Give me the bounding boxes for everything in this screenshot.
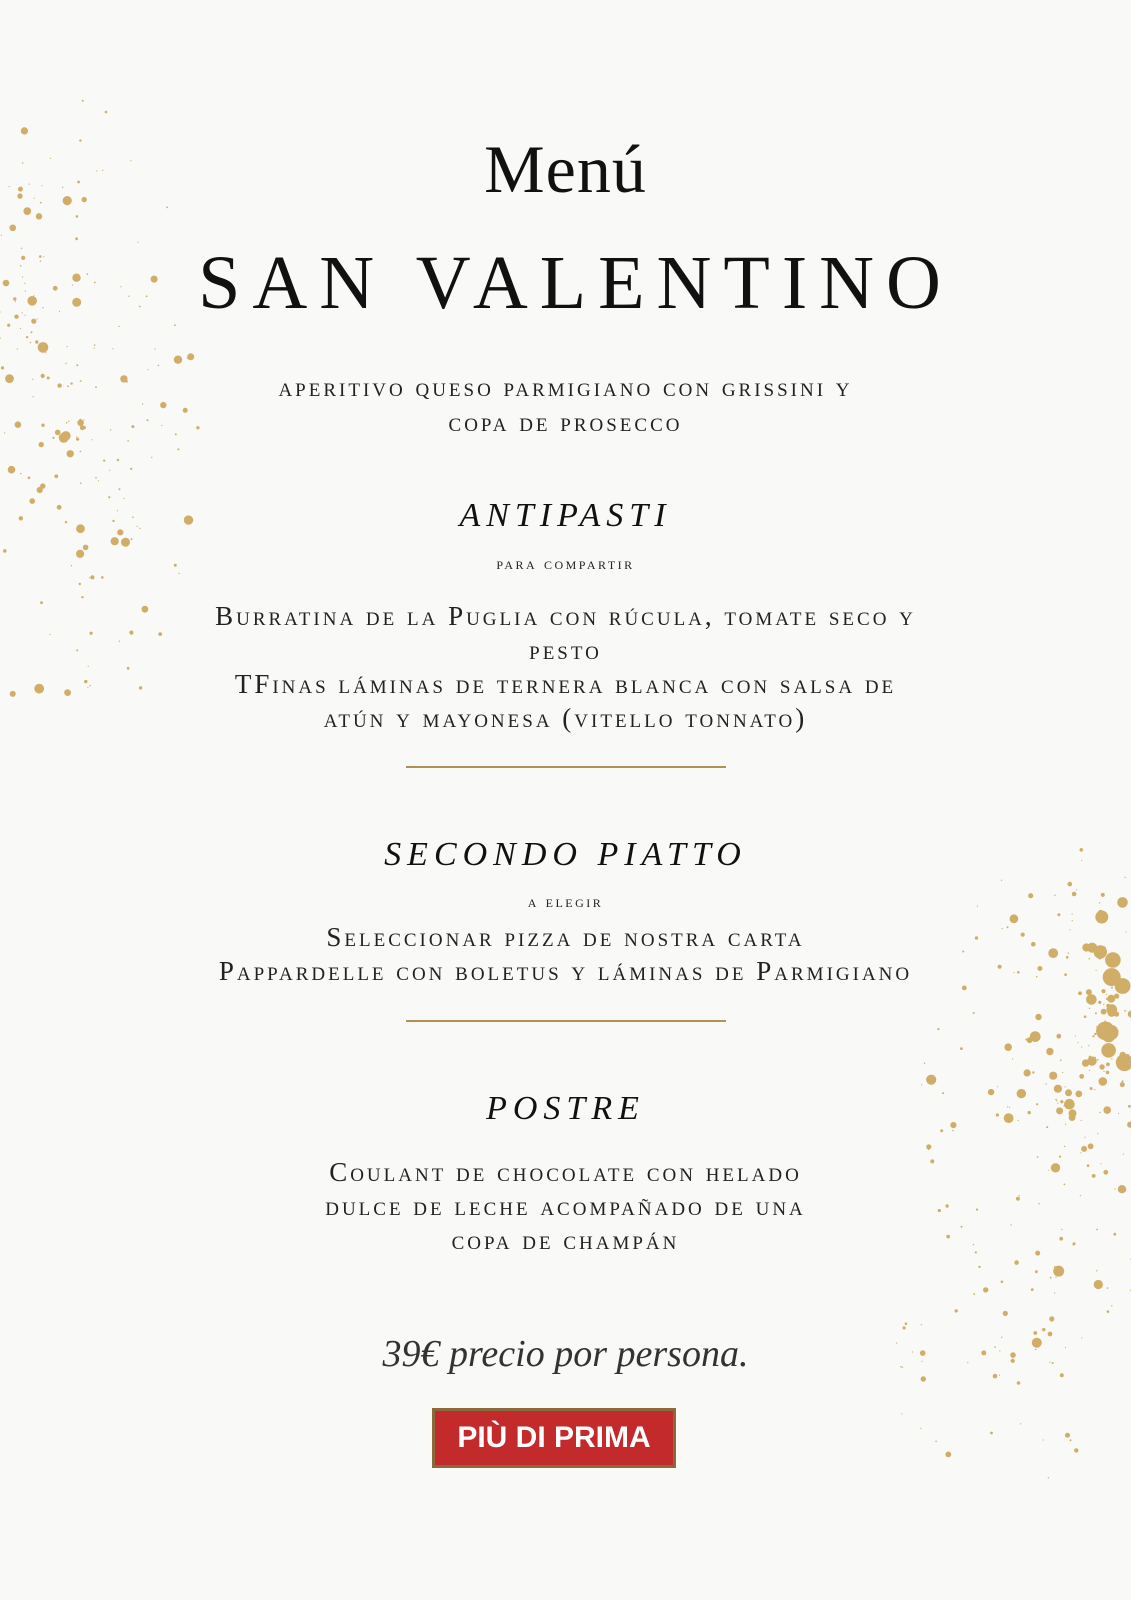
gold-speckle [1055,1277,1056,1278]
gold-speckle [1076,889,1077,890]
gold-speckle [1111,1008,1112,1009]
gold-speckle [1043,1439,1044,1440]
gold-speckle [1054,1293,1055,1294]
gold-speckle [30,342,31,343]
menu-title-script: Menú [484,131,647,207]
antipasti-title: ANTIPASTI [459,497,672,534]
gold-speckle [978,1266,980,1268]
postre-line-3: copa de champán [451,1225,680,1255]
gold-speckle [1070,1439,1072,1441]
aperitivo-line-2: copa de prosecco [448,407,683,437]
gold-speckle [952,1130,953,1131]
gold-speckle [1125,877,1126,878]
gold-speckle [1096,1022,1115,1041]
gold-speckle [1030,1031,1041,1042]
gold-speckle [997,1086,998,1087]
gold-speckle [1024,1069,1031,1076]
gold-speckle [1089,1056,1091,1058]
gold-speckle [1035,1014,1041,1020]
section-divider [406,1020,726,1022]
gold-speckle [79,583,81,585]
gold-speckle [1097,1059,1099,1061]
gold-speckle [1111,1058,1112,1059]
gold-speckle [158,365,160,367]
section-divider [406,766,726,768]
gold-speckle [1088,1143,1094,1149]
gold-speckle [1106,1063,1110,1067]
gold-speckle [101,576,104,579]
gold-speckle [85,548,87,550]
gold-speckle [940,1129,943,1132]
gold-speckle [31,331,33,333]
gold-speckle [935,1441,937,1443]
gold-speckle [926,1144,931,1149]
menu-title-main: SAN VALENTINO [198,241,953,325]
antipasti-line-4: atún y mayonesa (vitello tonnato) [323,703,808,733]
gold-speckle [945,1452,951,1458]
gold-speckle [111,537,119,545]
gold-speckle [117,459,119,461]
gold-speckle [1062,1072,1063,1073]
gold-speckle [1111,1305,1112,1306]
gold-speckle [1001,1281,1004,1284]
gold-speckle [1104,1020,1106,1022]
gold-speckle [112,348,113,349]
gold-speckle [1114,1031,1115,1032]
gold-speckle [1102,1029,1115,1042]
gold-speckle [40,483,45,488]
gold-speckle [1107,1310,1110,1313]
gold-speckle [1014,1260,1019,1265]
gold-speckle [10,225,17,232]
gold-speckle [93,348,94,349]
antipasti-line-2: pesto [529,635,602,665]
gold-speckle [36,213,42,219]
gold-speckle [1089,1070,1090,1071]
gold-speckle [1094,1033,1096,1035]
gold-speckle [1027,1037,1033,1043]
gold-speckle [1017,1381,1021,1385]
postre-line-2: dulce de leche acompañado de una [325,1191,806,1221]
gold-speckle [1080,1152,1081,1153]
gold-speckle [901,1413,902,1414]
gold-speckle [1102,1037,1104,1039]
gold-speckle [1084,1137,1085,1138]
gold-speckle [187,358,188,359]
gold-speckle [83,545,89,551]
gold-speckle [174,356,182,364]
gold-speckle [90,575,94,579]
gold-speckle [39,442,44,447]
gold-speckle [28,477,31,480]
gold-speckle [1101,1009,1107,1015]
gold-speckle [921,1084,922,1085]
restaurant-logo-text: PIÙ DI PRIMA [457,1421,651,1454]
gold-speckle [1099,1077,1108,1086]
gold-speckle [1101,989,1105,993]
gold-speckle [1106,994,1107,995]
gold-speckle [1012,1058,1013,1059]
gold-speckle [1049,1316,1054,1321]
gold-speckle [1065,1086,1066,1087]
aperitivo-text [0,370,1131,440]
gold-speckle [89,577,90,578]
gold-speckle [1060,1059,1062,1061]
gold-speckle [1092,1064,1093,1065]
gold-speckle [1116,1054,1131,1071]
gold-speckle [105,111,108,114]
gold-speckle [54,474,58,478]
gold-speckle [1065,1433,1070,1438]
gold-speckle [1049,1072,1057,1080]
gold-speckle [937,1028,939,1030]
gold-speckle [0,311,1,313]
gold-speckle [1092,1035,1094,1037]
gold-speckle [1031,1288,1034,1291]
gold-speckle [1054,1266,1056,1268]
gold-speckle [131,538,133,540]
gold-speckle [20,328,21,329]
gold-speckle [187,353,194,360]
gold-speckle [926,1075,936,1085]
gold-speckle [1099,1064,1104,1069]
gold-speckle [955,1309,958,1312]
gold-speckle [1084,1015,1087,1018]
gold-speckle [973,1293,975,1295]
gold-speckle [983,1287,988,1292]
gold-speckle [151,457,152,458]
gold-speckle [1079,1074,1084,1079]
gold-speckle [1042,1328,1045,1331]
antipasti-line-1: Burratina de la Puglia con rúcula, tomate seco y [215,601,916,631]
gold-speckle [35,340,38,343]
gold-speckle [127,440,129,442]
gold-speckle [1103,1071,1104,1072]
gold-speckle [1056,1034,1061,1039]
gold-speckle [1003,1311,1008,1316]
postre-line-1: Coulant de chocolate con helado [329,1157,802,1187]
gold-speckle [1103,1025,1118,1040]
gold-speckle [109,470,110,471]
gold-speckle [990,1432,993,1435]
restaurant-logo [432,1408,676,1468]
gold-speckle [1123,1064,1128,1069]
secondo-dishes [0,920,1131,988]
gold-speckle [1082,1059,1089,1066]
gold-speckle [1122,1080,1124,1082]
gold-speckle [1101,1043,1116,1058]
price-text: 39€ precio por persona. [382,1333,749,1375]
gold-speckle [98,480,99,481]
gold-speckle [103,460,105,462]
secondo-line-1: Seleccionar pizza de nostra carta [326,922,805,952]
gold-speckle [82,100,84,102]
gold-speckle [960,1047,963,1050]
gold-speckle [26,336,28,338]
aperitivo-line-1: aperitivo queso parmigiano con grissini y [278,372,853,402]
gold-speckle [973,1012,975,1014]
gold-speckle [1089,1008,1090,1009]
gold-speckle [38,342,49,353]
gold-speckle [1095,1012,1097,1014]
gold-speckle [1108,1009,1116,1017]
gold-speckle [1048,1477,1049,1478]
gold-speckle [1106,1004,1117,1015]
gold-speckle [9,226,10,227]
gold-speckle [119,488,121,490]
gold-speckle [1108,1022,1109,1023]
gold-speckle [1045,1083,1046,1084]
antipasti-line-3: TFinas láminas de ternera blanca con salsa de [234,669,897,699]
gold-speckle [65,363,66,364]
gold-speckle [1078,991,1082,995]
gold-speckle [1103,1004,1104,1005]
gold-speckle [8,466,16,474]
gold-speckle [3,549,7,553]
gold-speckle [1081,1146,1087,1152]
gold-speckle [921,1376,926,1381]
gold-speckle [1098,1001,1101,1004]
gold-speckle [67,450,74,457]
gold-speckle [1025,1039,1027,1041]
gold-speckle [921,1324,922,1325]
gold-speckle [121,538,130,547]
gold-speckle [1096,1270,1097,1271]
gold-speckle [130,468,132,470]
gold-speckle [155,349,156,350]
gold-speckle [1081,1046,1082,1047]
gold-speckle [924,1063,925,1064]
gold-speckle [177,448,179,450]
gold-speckle [1096,1026,1097,1027]
gold-speckle [1086,989,1092,995]
gold-speckle [1120,1052,1126,1058]
gold-speckle [928,1149,930,1151]
gold-speckle [1107,1287,1109,1289]
gold-speckle [37,487,43,493]
gold-speckle [1124,1010,1126,1012]
gold-speckle [1004,1043,1012,1051]
gold-speckle [1077,1042,1078,1043]
gold-speckle [1094,1280,1103,1289]
gold-speckle [1035,1270,1038,1273]
gold-speckle [94,344,96,346]
antipasti-subtitle: para compartir [496,554,635,573]
gold-speckle [0,337,1,339]
gold-speckle [1127,1054,1129,1056]
gold-speckle [1072,913,1073,914]
gold-speckle [1057,913,1060,916]
gold-speckle [1075,1035,1076,1036]
gold-speckle [20,473,21,474]
gold-speckle [1107,995,1115,1003]
gold-speckle [41,343,43,345]
gold-speckle [1032,1071,1034,1073]
gold-speckle [1046,1048,1053,1055]
gold-speckle [1086,994,1097,1005]
gold-speckle [95,477,97,479]
secondo-line-2: Pappardelle con boletus y láminas de Parmigiano [218,956,913,986]
antipasti-dishes [0,599,1131,735]
gold-speckle [1097,1133,1098,1134]
gold-speckle [45,352,46,353]
postre-dishes [0,1155,1131,1257]
gold-speckle [1064,1146,1065,1147]
gold-speckle [17,349,18,350]
gold-speckle [1106,1004,1110,1008]
gold-speckle [1087,1056,1096,1065]
gold-speckle [1114,1012,1119,1017]
secondo-subtitle: a elegir [527,892,604,911]
gold-speckle [1120,1082,1125,1087]
gold-speckle [1113,1031,1115,1033]
secondo-title: SECONDO PIATTO [384,836,747,873]
gold-speckle [1020,1423,1021,1424]
gold-speckle [903,1326,906,1329]
gold-speckle [1001,880,1002,881]
gold-speckle [1056,1085,1058,1087]
gold-speckle [920,1428,921,1429]
gold-speckle [1059,1086,1061,1088]
gold-speckle [1068,882,1073,887]
gold-speckle [1106,1071,1110,1075]
gold-speckle [1106,998,1108,1000]
gold-speckle [3,280,10,287]
gold-speckle [80,482,82,484]
gold-speckle [1074,1448,1078,1452]
postre-title: POSTRE [486,1090,645,1127]
gold-speckle [1050,1277,1052,1279]
gold-speckle [1094,1057,1096,1059]
gold-speckle [1090,998,1091,999]
gold-speckle [1053,1266,1064,1277]
gold-speckle [80,451,82,453]
gold-speckle [1,235,2,236]
gold-speckle [1114,994,1119,999]
gold-speckle [905,1322,908,1325]
gold-speckle [1088,1045,1089,1046]
gold-speckle [67,346,68,347]
gold-speckle [76,364,78,366]
gold-speckle [76,215,79,218]
